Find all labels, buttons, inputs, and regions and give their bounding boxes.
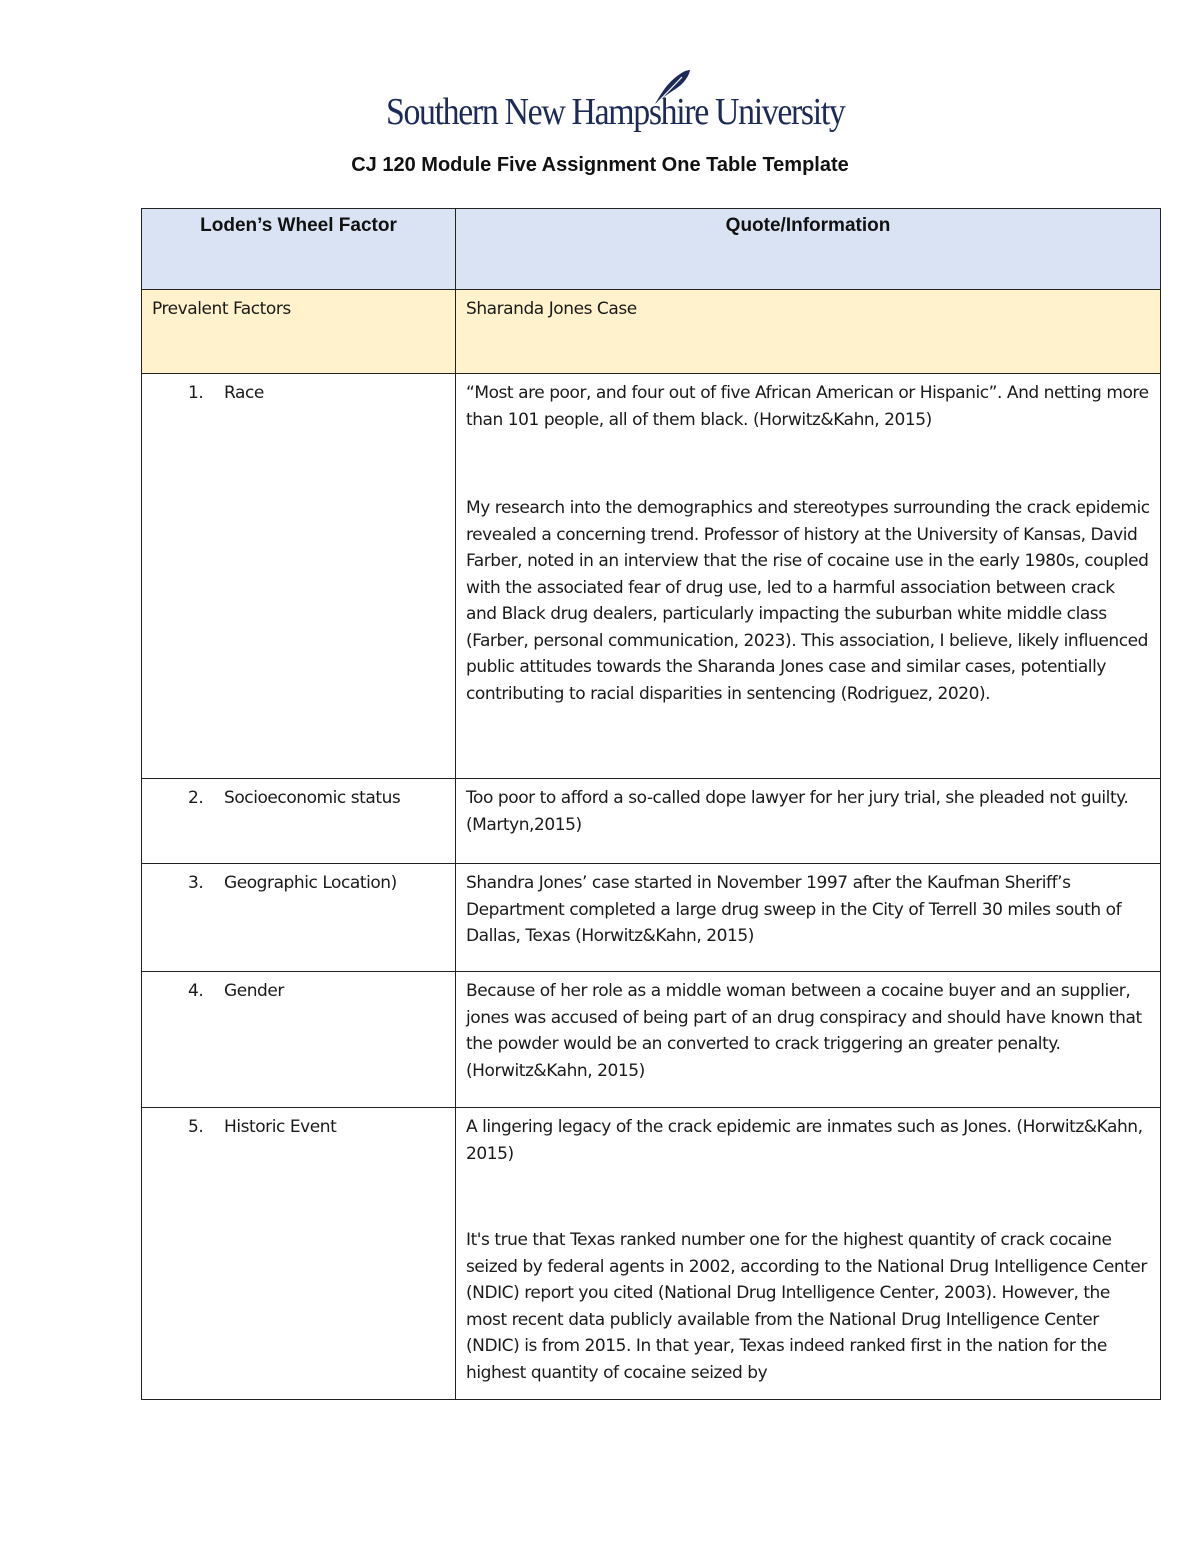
row-info-paragraph: Because of her role as a middle woman between a cocaine buyer and an supplier, jones was accused of being part of an drug conspiracy and should have known that the powder would be an converted to crack triggering an greater penalty. (Horwitz&Kahn, 2015)	[466, 981, 1142, 1081]
table-row	[142, 779, 1161, 864]
feather-icon	[652, 68, 692, 108]
university-logo	[386, 68, 845, 134]
row-number: 5.	[188, 1117, 204, 1137]
row-factor: Race	[224, 383, 264, 403]
row-info-paragraph: It's true that Texas ranked number one for the highest quantity of crack cocaine seized by federal agents in 2002, according to the National Drug Intelligence Center (NDIC) report you cited (National Drug Intelligence Center, 2003). However, the most recent data publicly available from the National Drug Intelligence Center (NDIC) is from 2015. In that year, Texas indeed ranked first in the nation for the highest quantity of cocaine seized by	[466, 1230, 1147, 1383]
row-info-paragraph: A lingering legacy of the crack epidemic are inmates such as Jones. (Horwitz&Kahn, 2015)	[466, 1117, 1143, 1164]
row-factor: Gender	[224, 981, 284, 1001]
document-title: CJ 120 Module Five Assignment One Table Template	[351, 154, 849, 176]
row-number: 1.	[188, 383, 204, 403]
table-header-row	[142, 209, 1161, 290]
row-info-paragraph: My research into the demographics and stereotypes surrounding the crack epidemic revealed a concerning trend. Professor of history at the University of Kansas, David Farber, noted in an interview that the rise of cocaine use in the early 1980s, coupled with the associated fear of drug use, led to a harmful association between crack and Black drug dealers, particularly impacting the suburban white middle class (Farber, personal communication, 2023). This association, I believe, likely influenced public attitudes towards the Sharanda Jones case and similar cases, potentially contributing to racial disparities in sentencing (Rodriguez, 2020).	[466, 498, 1150, 704]
table-row	[142, 864, 1161, 972]
row-info-paragraph: Too poor to afford a so-called dope lawyer for her jury trial, she pleaded not guilty. (Martyn,2015)	[466, 788, 1129, 835]
table-row	[142, 972, 1161, 1108]
row-info-paragraph: Shandra Jones’ case started in November 1997 after the Kaufman Sheriff’s Department completed a large drug sweep in the City of Terrell 30 miles south of Dallas, Texas (Horwitz&Kahn, 2015)	[466, 873, 1122, 946]
row-factor: Geographic Location)	[224, 873, 397, 893]
row-number: 4.	[188, 981, 204, 1001]
lodens-wheel-table	[141, 208, 1161, 1400]
row-number: 3.	[188, 873, 204, 893]
section-factor: Prevalent Factors	[152, 299, 291, 319]
row-factor: Historic Event	[224, 1117, 337, 1137]
row-factor: Socioeconomic status	[224, 788, 401, 808]
header-wheel-factor: Loden’s Wheel Factor	[200, 215, 397, 236]
header-quote-information: Quote/Information	[725, 215, 891, 236]
table-row	[142, 374, 1161, 779]
section-info: Sharanda Jones Case	[466, 299, 637, 319]
logo-text: Southern New Hampshire University	[386, 91, 845, 133]
row-info-paragraph: “Most are poor, and four out of five African American or Hispanic”. And netting more than 101 people, all of them black. (Horwitz&Kahn, 2015)	[466, 383, 1149, 430]
row-number: 2.	[188, 788, 204, 808]
section-row	[142, 290, 1161, 374]
table-row	[142, 1108, 1161, 1400]
